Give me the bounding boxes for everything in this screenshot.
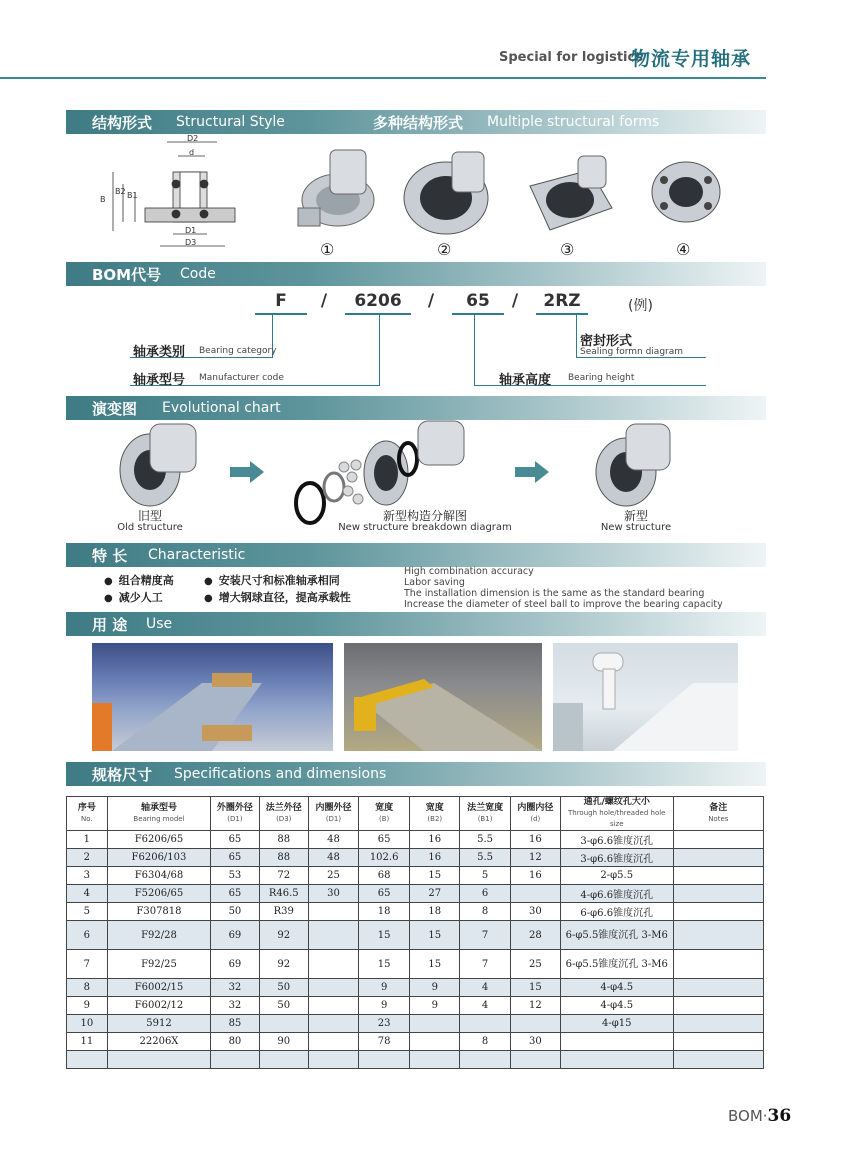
feature-item-en: Labor saving [404,577,465,588]
table-cell: 65 [359,885,410,903]
dim-label-d2: D2 [187,134,199,143]
conveyor-photo-1 [92,643,333,751]
table-cell: 27 [410,885,460,903]
table-cell: 88 [259,831,308,849]
bearing-form-2-image [400,140,500,240]
dim-label-b1: B1 [127,191,138,200]
table-cell: 15 [510,979,560,997]
form-number-3: ③ [560,240,575,259]
new-structure-caption-cn: 新型 [623,509,648,523]
code-slash: / [320,291,328,311]
table-cell: 6 [67,921,108,950]
page-number: BOM·36 [728,1106,792,1126]
table-cell [107,1051,211,1069]
leader-line [474,315,475,385]
table-cell [673,885,763,903]
section-bar-spec [66,762,766,786]
table-cell [308,1015,358,1033]
table-header: 轴承型号 Bearing model [107,797,211,831]
breakdown-caption-en: New structure breakdown diagram [338,522,512,533]
table-cell: 90 [259,1033,308,1051]
table-header: 法兰宽度 (B1) [460,797,510,831]
code-example-note: (例) [628,298,653,314]
header-title-en: Special for logistics [499,50,643,65]
table-cell: 80 [211,1033,259,1051]
section-title-cn: BOM代号 [92,266,162,284]
table-cell: 4 [460,979,510,997]
table-row [67,849,764,867]
table-cell: 5.5 [460,849,510,867]
table-cell: 18 [359,903,410,921]
table-cell: 16 [510,867,560,885]
table-cell: 16 [410,831,460,849]
leader-line [576,357,706,358]
table-cell: 22206X [107,1033,211,1051]
table-cell: 6 [460,885,510,903]
feature-item-en: The installation dimension is the same as the standard bearing [404,588,705,599]
table-cell: 32 [211,979,259,997]
table-cell: 4-φ15 [560,1015,673,1033]
dim-label-b: B [100,195,106,204]
table-cell [673,1015,763,1033]
dim-label-b2: B2 [115,187,126,196]
old-structure-image [110,420,210,510]
table-cell: F307818 [107,903,211,921]
table-header: 内圈外径 (D1) [308,797,358,831]
table-cell [673,903,763,921]
table-cell: F6206/65 [107,831,211,849]
code-underline [536,313,588,315]
header-title-cn: 物流专用轴承 [631,48,752,70]
table-row [67,997,764,1015]
table-cell: 15 [410,950,460,979]
table-cell [308,979,358,997]
table-cell [673,849,763,867]
table-cell: 32 [211,997,259,1015]
code-segment-seal: 2RZ [543,291,581,311]
label-model-cn: 轴承型号 [133,373,186,388]
section-subtitle-en: Multiple structural forms [487,114,660,130]
table-header: 宽度 (B2) [410,797,460,831]
label-seal-cn: 密封形式 [580,334,633,349]
table-cell [673,1051,763,1069]
table-header: 序号 No. [67,797,108,831]
table-cell [308,903,358,921]
table-cell: 85 [211,1015,259,1033]
form-number-2: ② [437,240,452,259]
table-cell: 8 [67,979,108,997]
section-title-cn: 用 途 [92,616,128,634]
label-height-en: Bearing height [568,373,635,383]
code-underline [452,313,504,315]
table-row [67,1033,764,1051]
feature-item-en: Increase the diameter of steel ball to improve the bearing capacity [404,599,723,610]
table-cell: 2 [67,849,108,867]
table-cell: F6206/103 [107,849,211,867]
table-cell: 48 [308,849,358,867]
table-cell: 48 [308,831,358,849]
table-cell: 30 [308,885,358,903]
section-title-cn: 特 长 [92,547,128,565]
table-row [67,1051,764,1069]
table-cell: 78 [359,1033,410,1051]
section-title-en: Specifications and dimensions [174,766,387,782]
new-structure-image [590,420,680,510]
table-cell: 92 [259,950,308,979]
table-cell: 4-φ4.5 [560,979,673,997]
table-cell: 15 [410,921,460,950]
table-cell: 50 [259,997,308,1015]
section-title-en: Characteristic [148,547,246,563]
table-cell: 65 [211,885,259,903]
form-number-4: ④ [676,240,691,259]
feature-item: ● 组合精度高 [104,572,174,588]
table-cell: 6-φ6.6锥度沉孔 [560,903,673,921]
label-seal-en: Sealing formn diagram [580,347,684,357]
table-cell: 7 [460,950,510,979]
table-cell: 9 [67,997,108,1015]
old-structure-caption-cn: 旧型 [137,509,162,523]
table-cell: 6-φ5.5锥度沉孔 3-M6 [560,921,673,950]
arrow-icon [230,461,266,483]
table-cell: 8 [460,1033,510,1051]
table-cell: 4 [460,997,510,1015]
table-cell: 5.5 [460,831,510,849]
table-cell: 4-φ6.6锥度沉孔 [560,885,673,903]
table-cell [259,1051,308,1069]
table-cell [673,997,763,1015]
form-number-1: ① [320,240,335,259]
code-slash: / [511,291,519,311]
code-segment-model: 6206 [354,291,402,311]
section-bar-characteristic [66,543,766,567]
table-cell: F92/28 [107,921,211,950]
table-cell: 16 [510,831,560,849]
table-cell: 4-φ4.5 [560,997,673,1015]
table-cell [308,1033,358,1051]
table-cell [673,1033,763,1051]
bearing-form-1-image [290,140,390,240]
section-title-cn: 演变图 [92,400,138,418]
table-cell [673,831,763,849]
table-cell: 16 [410,849,460,867]
table-cell: 5 [460,867,510,885]
table-cell: 15 [359,921,410,950]
table-cell: 9 [359,997,410,1015]
section-title-cn: 规格尺寸 [92,766,153,784]
feature-item-en: High combination accuracy [404,566,534,577]
spec-table [66,796,764,1069]
table-cell [510,1051,560,1069]
table-cell: 72 [259,867,308,885]
section-title-cn: 结构形式 [92,114,153,132]
bearing-form-4-image [650,156,730,236]
label-model-en: Manufacturer code [199,373,284,383]
robot-photo [553,643,738,751]
leader-line [379,315,380,385]
table-cell: 9 [410,997,460,1015]
table-cell: 50 [259,979,308,997]
table-header: 备注 Notes [673,797,763,831]
table-cell: 25 [510,950,560,979]
code-segment-height: 65 [466,291,490,311]
table-row [67,903,764,921]
table-cell [560,1051,673,1069]
table-cell [259,1015,308,1033]
table-row [67,831,764,849]
table-cell: 11 [67,1033,108,1051]
table-cell: 8 [460,903,510,921]
arrow-icon [515,461,551,483]
table-cell: F6002/15 [107,979,211,997]
table-cell: 7 [460,921,510,950]
code-underline [345,313,411,315]
new-structure-caption-en: New structure [600,522,672,533]
table-header: 通孔/螺纹孔大小 Through hole/threaded hole size [560,797,673,831]
table-cell [560,1033,673,1051]
code-underline [255,313,307,315]
table-cell: 30 [510,903,560,921]
old-structure-caption-en: Old structure [117,522,183,533]
table-cell [67,1051,108,1069]
table-row [67,1015,764,1033]
table-cell [673,979,763,997]
section-bar-use [66,612,766,636]
code-segment-category: F [275,291,287,311]
table-header: 内圈内径 (d) [510,797,560,831]
feature-item: ● 减少人工 [104,589,163,605]
table-cell: 5912 [107,1015,211,1033]
table-cell [308,997,358,1015]
table-cell: 65 [359,831,410,849]
header-divider [0,77,766,79]
feature-item: ● 增大钢球直径，提高承载性 [204,589,351,605]
table-cell: F6304/68 [107,867,211,885]
section-bar-code [66,262,766,286]
table-cell: 3 [67,867,108,885]
table-row [67,979,764,997]
table-cell: 65 [211,849,259,867]
bearing-form-3-image [520,148,620,248]
table-cell: 9 [359,979,410,997]
section-title-en: Code [180,266,216,282]
label-category-en: Bearing category [199,346,277,356]
table-cell: 92 [259,921,308,950]
dim-label-d1: D1 [185,226,197,235]
table-cell: 50 [211,903,259,921]
table-row [67,867,764,885]
section-title-en: Structural Style [176,114,285,130]
table-cell [410,1015,460,1033]
table-cell: F92/25 [107,950,211,979]
table-cell [510,1015,560,1033]
table-cell: 102.6 [359,849,410,867]
table-cell [211,1051,259,1069]
table-cell: F5206/65 [107,885,211,903]
label-category-cn: 轴承类别 [133,345,186,360]
table-cell: 15 [359,950,410,979]
table-cell [308,921,358,950]
table-row [67,885,764,903]
table-cell: R46.5 [259,885,308,903]
table-cell: 69 [211,950,259,979]
table-header: 外圈外径 (D1) [211,797,259,831]
table-cell: 25 [308,867,358,885]
table-cell: 69 [211,921,259,950]
table-cell: F6002/12 [107,997,211,1015]
section-title-en: Evolutional chart [162,400,281,416]
table-cell: 12 [510,997,560,1015]
table-cell [673,921,763,950]
table-cell: 23 [359,1015,410,1033]
table-cell: 30 [510,1033,560,1051]
table-cell [673,950,763,979]
table-cell: 28 [510,921,560,950]
table-cell: 9 [410,979,460,997]
section-subtitle-cn: 多种结构形式 [373,114,464,132]
dim-label-d: d [189,148,195,157]
table-cell: 12 [510,849,560,867]
table-cell [410,1051,460,1069]
breakdown-caption-cn: 新型构造分解图 [382,509,467,523]
table-cell: 2-φ5.5 [560,867,673,885]
table-cell: 10 [67,1015,108,1033]
table-row [67,950,764,979]
table-cell [359,1051,410,1069]
table-cell: 65 [211,831,259,849]
section-bar-structural [66,110,766,134]
table-cell: 88 [259,849,308,867]
table-cell [308,1051,358,1069]
table-cell: 3-φ6.6锥度沉孔 [560,849,673,867]
table-row [67,921,764,950]
table-cell: 18 [410,903,460,921]
table-cell [460,1015,510,1033]
table-cell [308,950,358,979]
table-cell: 4 [67,885,108,903]
table-cell: 1 [67,831,108,849]
table-header: 法兰外径 (D3) [259,797,308,831]
table-cell [460,1051,510,1069]
table-cell: 5 [67,903,108,921]
dim-label-d3: D3 [185,238,197,247]
table-cell: 6-φ5.5锥度沉孔 3-M6 [560,950,673,979]
table-cell [510,885,560,903]
table-cell [410,1033,460,1051]
code-slash: / [427,291,435,311]
table-header: 宽度 (B) [359,797,410,831]
section-title-en: Use [146,616,173,632]
label-height-cn: 轴承高度 [499,373,552,388]
table-cell: 68 [359,867,410,885]
table-cell [673,867,763,885]
table-cell: 15 [410,867,460,885]
table-cell: 7 [67,950,108,979]
bearing-section-drawing [95,136,255,256]
feature-item: ● 安装尺寸和标准轴承相同 [204,572,340,588]
table-cell: 3-φ6.6锥度沉孔 [560,831,673,849]
table-header-row [67,797,764,831]
table-cell: R39 [259,903,308,921]
conveyor-photo-2 [344,643,542,751]
table-cell: 53 [211,867,259,885]
leader-line [576,315,577,357]
